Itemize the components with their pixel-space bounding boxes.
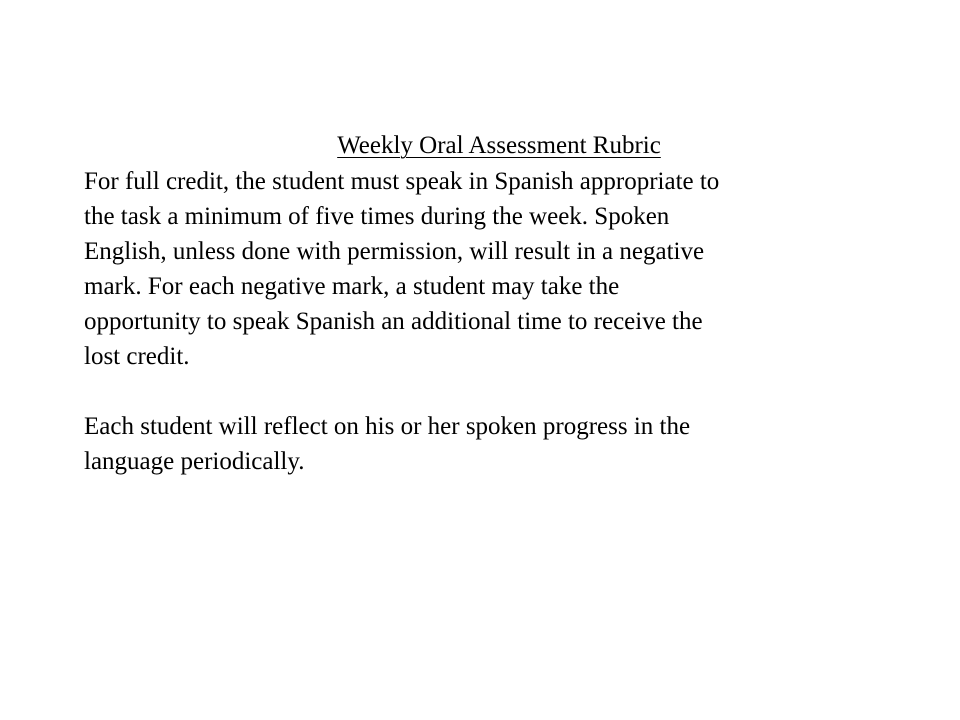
- credit-paragraph: [84, 164, 904, 374]
- paragraph-line: opportunity to speak Spanish an additional time to receive the: [84, 308, 703, 335]
- rubric-body: [84, 164, 904, 479]
- paragraph-line: lost credit.: [84, 343, 190, 370]
- rubric-title: Weekly Oral Assessment Rubric: [337, 132, 661, 159]
- paragraph-line: For full credit, the student must speak in Spanish appropriate to: [84, 168, 720, 195]
- paragraph-line: language periodically.: [84, 448, 305, 475]
- paragraph-line: the task a minimum of five times during the week. Spoken: [84, 203, 670, 230]
- paragraph-line: Each student will reflect on his or her spoken progress in the: [84, 413, 691, 440]
- paragraph-line: English, unless done with permission, will result in a negative: [84, 238, 705, 265]
- paragraph-spacer: [84, 374, 904, 409]
- paragraph-line: mark. For each negative mark, a student may take the: [84, 273, 620, 300]
- reflection-paragraph: [84, 409, 904, 479]
